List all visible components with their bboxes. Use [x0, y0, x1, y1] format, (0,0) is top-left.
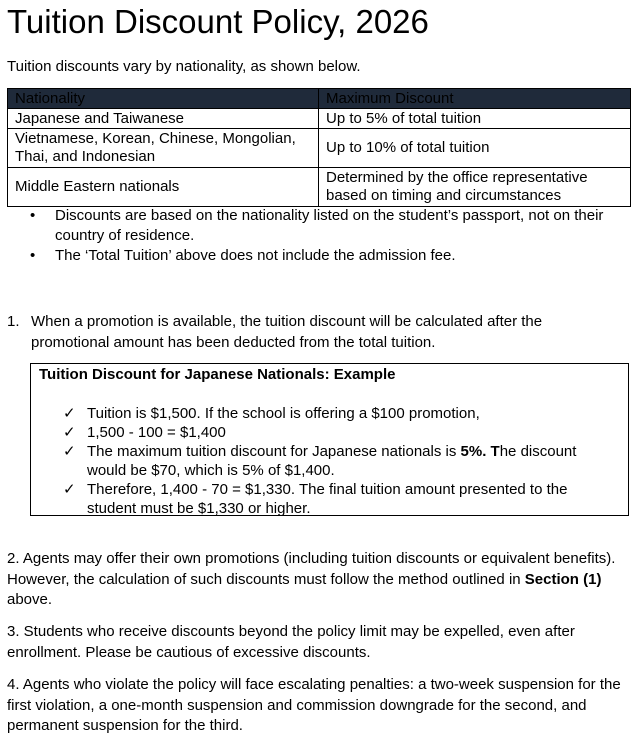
section-2-text-end: above.: [7, 591, 53, 608]
example-text: The maximum tuition discount for Japanese nationals is: [87, 443, 461, 460]
section-1-text: When a promotion is available, the tuition discount will be calculated after the promotional amount has been deducted from the total tuition.: [31, 313, 543, 351]
section-2-text: 2. Agents may offer their own promotions (including tuition discounts or equivalent benefits). However, the calculation of such discounts must follow the method outlined in: [7, 550, 616, 588]
section-reference: Section (1): [524, 570, 602, 588]
header-nationality: Nationality: [8, 89, 319, 109]
checkmark-icon: ✓: [63, 481, 76, 498]
note-text: The ‘Total Tuition’ above does not include the admission fee.: [55, 247, 456, 264]
section-1: [7, 311, 622, 353]
example-line: Tuition is $1,500. If the school is offering a $100 promotion,: [87, 405, 480, 422]
list-item: [31, 404, 628, 423]
list-item: [0, 246, 635, 266]
cell-discount: Up to 5% of total tuition: [319, 109, 631, 129]
cell-discount: Up to 10% of total tuition: [319, 129, 631, 168]
bullet-icon: •: [30, 247, 36, 264]
checkmark-icon: ✓: [63, 405, 76, 422]
example-heading: Tuition Discount for Japanese Nationals: Example: [39, 366, 396, 383]
example-text: he discount would be $70, which is 5% of $1,400.: [87, 443, 577, 479]
list-item: [31, 480, 628, 518]
example-line: [87, 443, 576, 479]
bullet-icon: •: [30, 207, 36, 224]
example-line: 1,500 - 100 = $1,400: [87, 424, 226, 441]
intro-text: Tuition discounts vary by nationality, as shown below.: [7, 58, 361, 75]
table-header-row: [8, 89, 631, 109]
cell-nationality: Japanese and Taiwanese: [8, 109, 319, 129]
checkmark-icon: ✓: [63, 424, 76, 441]
notes-list: [0, 206, 635, 266]
discount-table: [7, 88, 631, 207]
note-text: Discounts are based on the nationality listed on the student’s passport, not on their country of residence.: [55, 207, 604, 244]
table-row: [8, 168, 631, 207]
section-3: 3. Students who receive discounts beyond the policy limit may be expelled, even after enrollment. Please be cautious of excessive discounts.: [7, 623, 575, 661]
list-item: [31, 423, 628, 442]
table-row: [8, 109, 631, 129]
list-item: [0, 206, 635, 246]
header-maximum-discount: Maximum Discount: [319, 89, 631, 109]
example-bold-text: 5%. T: [460, 443, 500, 460]
list-item: [31, 442, 628, 480]
section-number: 1.: [7, 313, 20, 330]
cell-nationality: Middle Eastern nationals: [8, 168, 319, 207]
example-list: [31, 404, 628, 518]
page-title: Tuition Discount Policy, 2026: [7, 3, 429, 40]
example-box: [30, 363, 629, 516]
section-2: [7, 549, 625, 611]
table-row: [8, 129, 631, 168]
section-4: 4. Agents who violate the policy will face escalating penalties: a two-week suspension for the first violation, a one-month suspension and commission downgrade for the second, and permanent suspension for the third.: [7, 676, 621, 734]
cell-nationality: Vietnamese, Korean, Chinese, Mongolian, Thai, and Indonesian: [8, 129, 319, 168]
example-line: Therefore, 1,400 - 70 = $1,330. The final tuition amount presented to the student must be $1,330 or higher.: [87, 481, 568, 517]
cell-discount: Determined by the office representative based on timing and circumstances: [319, 168, 631, 207]
checkmark-icon: ✓: [63, 443, 76, 460]
